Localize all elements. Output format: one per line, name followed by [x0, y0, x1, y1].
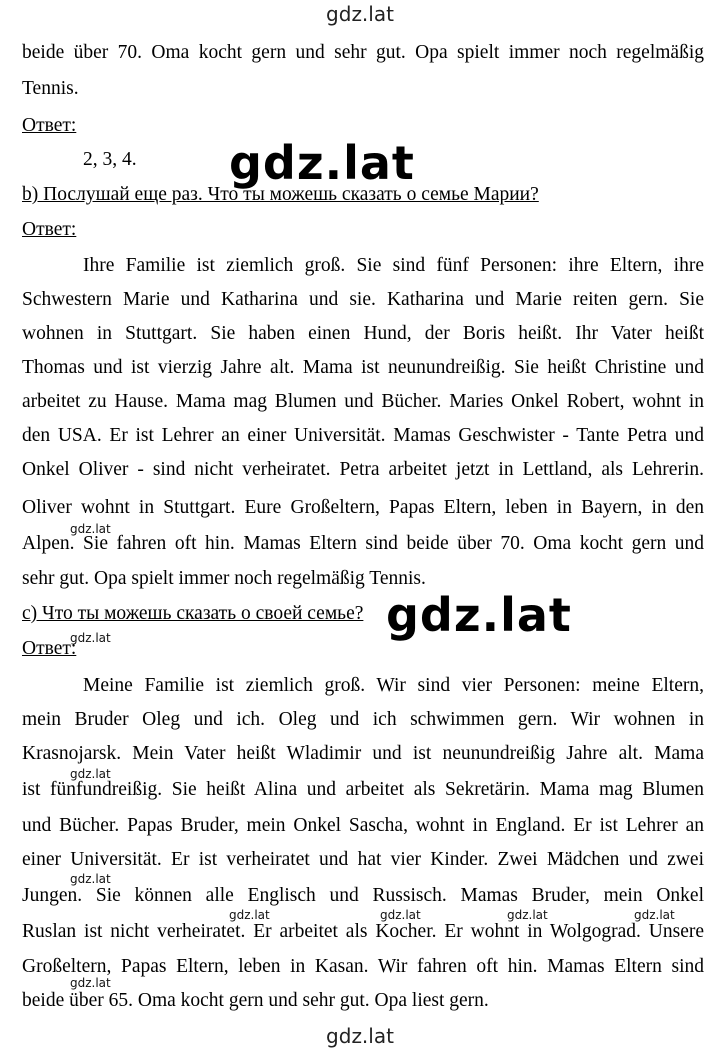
- para-b-line: den USA. Er ist Lehrer an einer Universität. Mamas Geschwister - Tante Petra und: [22, 425, 704, 446]
- task-c-heading: c) Что ты можешь сказать о своей семье?: [22, 603, 364, 624]
- watermark-small: gdz.lat: [380, 908, 421, 922]
- intro-line-2: Tennis.: [22, 78, 79, 99]
- watermark-small: gdz.lat: [70, 631, 111, 645]
- watermark-small: gdz.lat: [70, 872, 111, 886]
- para-c-line: und Bücher. Papas Bruder, mein Onkel Sascha, wohnt in England. Er ist Lehrer an: [22, 815, 704, 836]
- watermark-small: gdz.lat: [229, 908, 270, 922]
- intro-line-1: beide über 70. Oma kocht gern und sehr gut. Opa spielt immer noch regelmäßig: [22, 42, 704, 63]
- para-c-line: beide über 65. Oma kocht gern und sehr gut. Opa liest gern.: [22, 990, 489, 1011]
- para-c-line: Jungen. Sie können alle Englisch und Russisch. Mamas Bruder, mein Onkel: [22, 885, 704, 906]
- answer-label-b: Ответ:: [22, 219, 77, 240]
- watermark-header: gdz.lat: [326, 2, 394, 26]
- answer-label-a: Ответ:: [22, 115, 77, 136]
- para-b-line: sehr gut. Opa spielt immer noch regelmäßig Tennis.: [22, 568, 426, 589]
- answer-a: 2, 3, 4.: [83, 149, 137, 170]
- para-c-line: mein Bruder Oleg und ich. Oleg und ich schwimmen gern. Wir wohnen in: [22, 709, 704, 730]
- watermark-small: gdz.lat: [634, 908, 675, 922]
- watermark-large-2: gdz.lat: [386, 588, 572, 642]
- para-b-line: wohnen in Stuttgart. Sie haben einen Hund, der Boris heißt. Ihr Vater heißt: [22, 323, 704, 344]
- para-c-line: einer Universität. Er ist verheiratet und hat vier Kinder. Zwei Mädchen und zwei: [22, 849, 704, 870]
- para-b-line: Ihre Familie ist ziemlich groß. Sie sind fünf Personen: ihre Eltern, ihre: [83, 255, 704, 276]
- para-c-line: ist fünfundreißig. Sie heißt Alina und arbeitet als Sekretärin. Mama mag Blumen: [22, 779, 704, 800]
- para-b-line: Onkel Oliver - sind nicht verheiratet. Petra arbeitet jetzt in Lettland, als Lehrerin.: [22, 459, 704, 480]
- para-b-line: arbeitet zu Hause. Mama mag Blumen und Bücher. Maries Onkel Robert, wohnt in: [22, 391, 704, 412]
- answer-label-c: Ответ:: [22, 638, 77, 659]
- para-c-line: Krasnojarsk. Mein Vater heißt Wladimir und ist neunundreißig Jahre alt. Mama: [22, 743, 704, 764]
- watermark-small: gdz.lat: [70, 976, 111, 990]
- para-b-line: Alpen. Sie fahren oft hin. Mamas Eltern sind beide über 70. Oma kocht gern und: [22, 533, 704, 554]
- para-c-line: Meine Familie ist ziemlich groß. Wir sind vier Personen: meine Eltern,: [83, 675, 704, 696]
- para-b-line: Schwestern Marie und Katharina und sie. Katharina und Marie reiten gern. Sie: [22, 289, 704, 310]
- watermark-small: gdz.lat: [70, 522, 111, 536]
- para-c-line: Ruslan ist nicht verheiratet. Er arbeitet als Kocher. Er wohnt in Wolgograd. Unsere: [22, 921, 704, 942]
- para-c-line: Großeltern, Papas Eltern, leben in Kasan. Wir fahren oft hin. Mamas Eltern sind: [22, 956, 704, 977]
- watermark-small: gdz.lat: [507, 908, 548, 922]
- para-b-line: Thomas und ist vierzig Jahre alt. Mama ist neunundreißig. Sie heißt Christine und: [22, 357, 704, 378]
- watermark-small: gdz.lat: [70, 767, 111, 781]
- watermark-large-1: gdz.lat: [229, 136, 415, 190]
- para-b-line: Oliver wohnt in Stuttgart. Eure Großeltern, Papas Eltern, leben in Bayern, in den: [22, 497, 704, 518]
- watermark-footer: gdz.lat: [326, 1024, 394, 1048]
- task-b-heading: b) Послушай еще раз. Что ты можешь сказать о семье Марии?: [22, 184, 539, 205]
